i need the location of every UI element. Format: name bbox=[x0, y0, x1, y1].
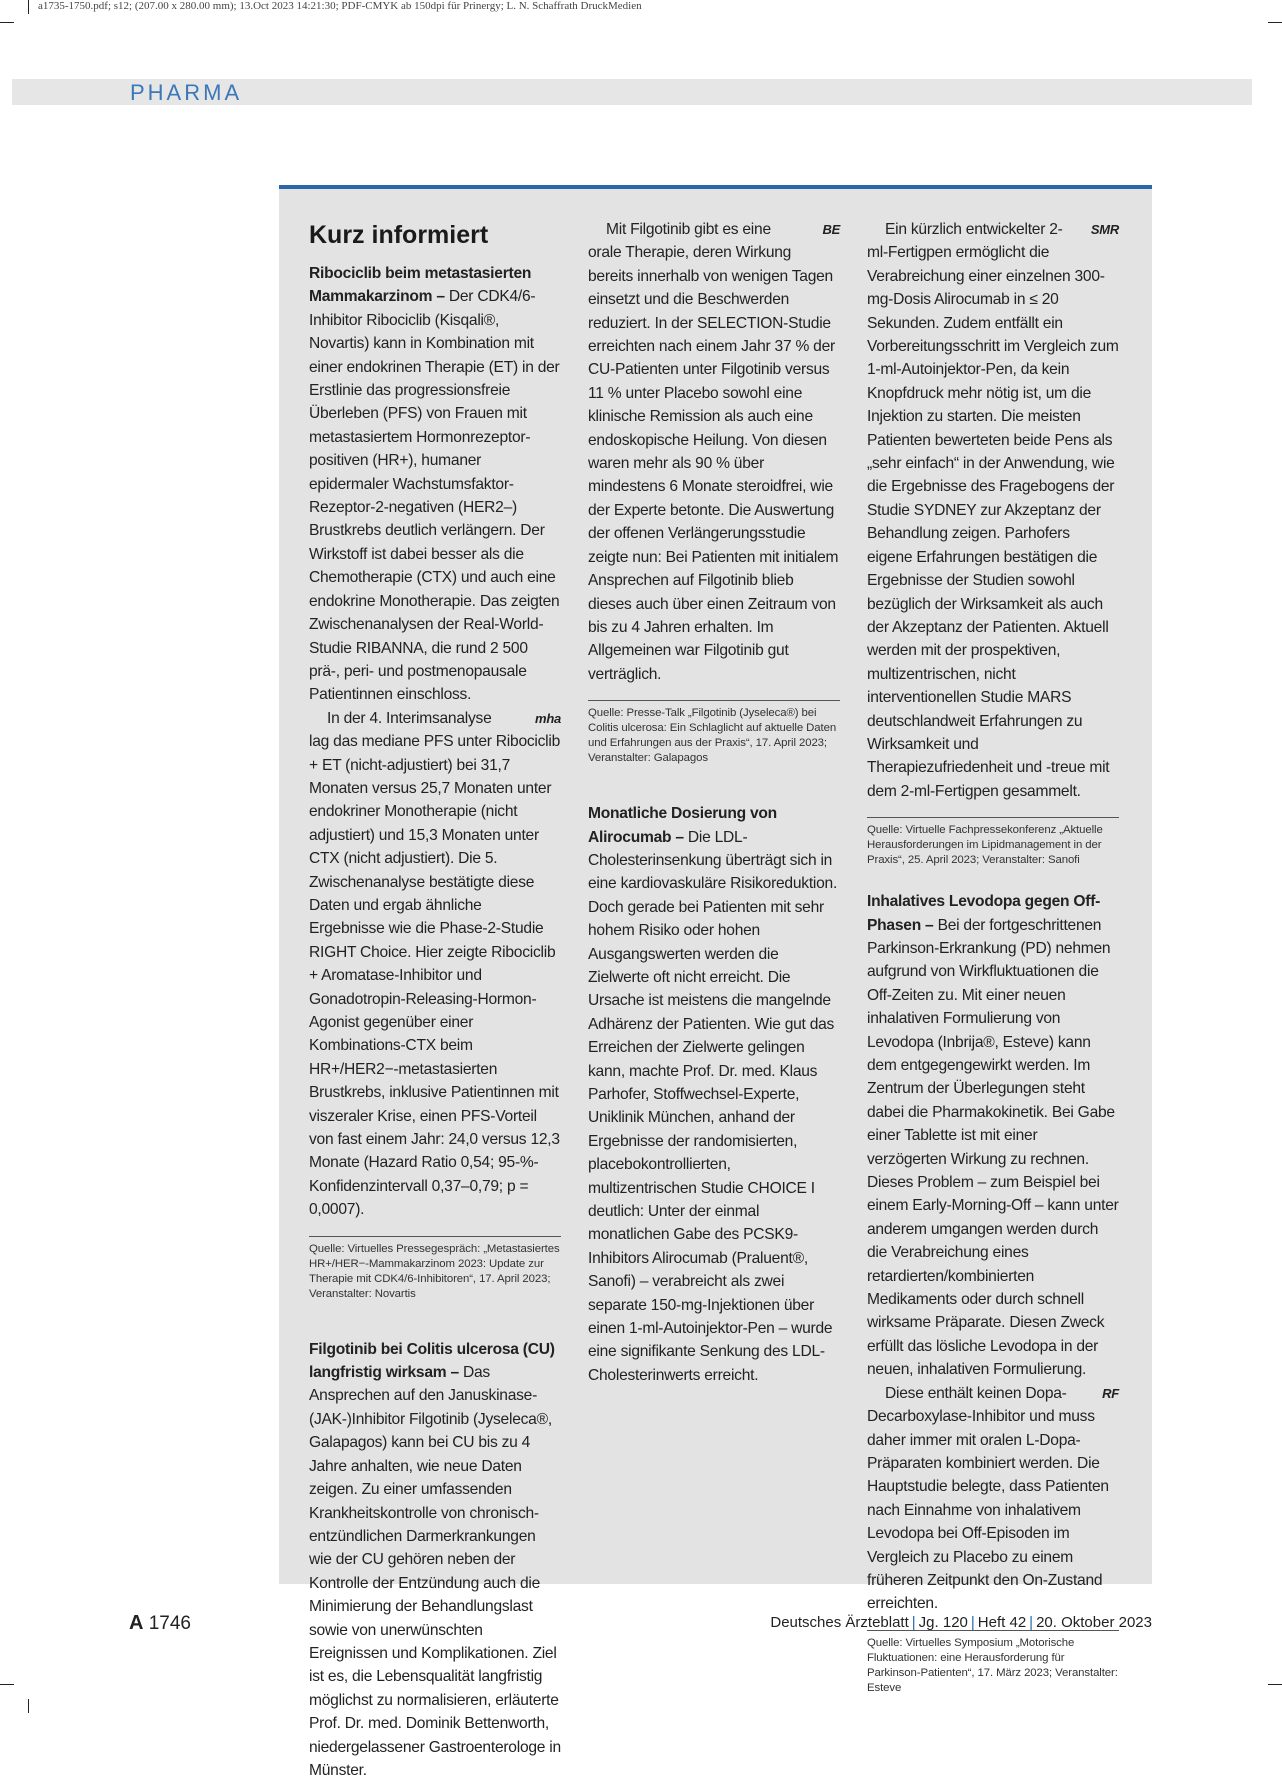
column-2 bbox=[588, 218, 840, 1387]
author-initials: SMR bbox=[1090, 222, 1119, 237]
spacer bbox=[588, 766, 840, 802]
article-headline: Inhalatives Levodopa gegen Off-Phasen – bbox=[867, 893, 1101, 934]
article-source: Quelle: Virtuelles Symposium „Motorische Fluktuationen: eine Herausforderung für Parkinson-Patienten“, 17. März 2023; Veranstalter: Esteve bbox=[867, 1630, 1119, 1696]
column-3 bbox=[867, 218, 1119, 1696]
article-filgotinib-p2: BE Mit Filgotinib gibt es eine orale Therapie, deren Wirkung bereits innerhalb von wenigen Tagen einsetzt und die Beschwerden reduziert. In der SELECTION-Studie erreichten nach einem Jahr 37 % der CU-Patienten unter Filgotinib versus 11 % unter Placebo sowohl eine klinische Remission als auch eine endoskopische Heilung. Von diesen waren mehr als 90 % über mindestens 6 Monate steroidfrei, wie der Experte betonte. Die Auswertung der offenen Verlängerungsstudie zeigte nun: Bei Patienten mit initialem Ansprechen auf Filgotinib blieb dieses auch über einen Zeitraum von bis zu 4 Jahren erhalten. Im Allgemeinen war Filgotinib gut verträglich. bbox=[588, 218, 840, 686]
article-alirocumab-p2: SMR Ein kürzlich entwickelter 2-ml-Fertigpen ermöglicht die Verabreichung einer einzelnen 300-mg-Dosis Alirocumab in ≤ 20 Sekunden. Zudem entfällt ein Vorbereitungsschritt im Vergleich zum 1-ml-Autoinjektor-Pen, da kein Knopfdruck mehr nötig ist, um die Injektion zu starten. Die meisten Patienten bewerteten beide Pens als „sehr einfach“ in der Anwendung, wie die Ergebnisse des Fragebogens der Studie SYDNEY zur Akzeptanz der Behandlung zeigen. Parhofers eigene Erfahrungen bestätigen die Ergebnisse der Studien sowohl bezüglich der Wirksamkeit als auch der Akzeptanz der Patienten. Aktuell werden mit der prospektiven, multizentrischen, nicht interventionellen Studie MARS deutschlandweit Erfahrungen zu Wirksamkeit und Therapiezufriedenheit und -treue mit dem 2-ml-Fertigpen gesammelt. bbox=[867, 218, 1119, 803]
article-filgotinib-p1: Filgotinib bei Colitis ulcerosa (CU) langfristig wirksam – Das Ansprechen auf den Januskinase-(JAK-)Inhibitor Filgotinib (Jyseleca®, Galapagos) kann bei CU bis zu 4 Jahre anhalten, wie neue Daten zeigen. Zu einer umfassenden Krankheitskontrolle von chronisch-entzündlichen Darmerkrankungen wie der CU gehören neben der Kontrolle der Entzündung auch die Minimierung der Behandlungslast sowie von unerwünschten Ereignissen und Komplikationen. Ziel ist es, die Lebensqualität langfristig möglichst zu normalisieren, erläuterte Prof. Dr. med. Dominik Bettenworth, niedergelassener Gastroenterologe in Münster. bbox=[309, 1340, 561, 1779]
article-levodopa-p1: Inhalatives Levodopa gegen Off-Phasen – Bei der fortgeschrittenen Parkinson-Erkrankung (PD) nehmen aufgrund von Wirkfluktuationen die Off-Zeiten zu. Mit einer neuen inhalativen Formulierung von Levodopa (Inbrija®, Esteve) kann dem entgegengewirkt werden. Im Zentrum der Überlegungen steht dabei die Pharmakokinetik. Bei Gabe einer Tablette ist mit einer verzögerten Wirkung zu rechnen. Dieses Problem – zum Beispiel bei einem Early-Morning-Off – kann unter anderem umgangen werden durch die Verabreichung eines retardierten/kombinierten Medikaments oder durch schnell wirksame Präparate. Diesen Zweck erfüllt das lösliche Levodopa in der neuen, inhalativen Formulierung. bbox=[867, 893, 1119, 1379]
crop-mark bbox=[0, 1684, 14, 1685]
author-initials: BE bbox=[822, 222, 840, 237]
journal-date: 20. Oktober 2023 bbox=[1036, 1614, 1152, 1631]
crop-mark bbox=[1268, 22, 1282, 23]
journal-name: Deutsches Ärzteblatt bbox=[770, 1614, 909, 1631]
journal-issue: Heft 42 bbox=[977, 1614, 1027, 1631]
section-label: PHARMA bbox=[130, 80, 243, 105]
journal-info: Deutsches Ärzteblatt | Jg. 120 | Heft 42 | 20. Oktober 2023 bbox=[770, 1614, 1152, 1631]
crop-mark bbox=[0, 22, 14, 23]
article-alirocumab-p1: Monatliche Dosierung von Alirocumab – Die LDL-Cholesterinsenkung überträgt sich in eine kardiovaskuläre Risikoreduktion. Doch gerade bei Patienten mit sehr hohem Risiko oder hohen Ausgangswerten werden die Zielwerte oft nicht erreicht. Die Ursache ist meistens die mangelnde Adhärenz der Patienten. Wie gut das Erreichen der Zielwerte gelingen kann, machte Prof. Dr. med. Klaus Parhofer, Stoffwechsel-Experte, Uniklinik München, anhand der Ergebnisse der randomisierten, placebokontrollierten, multizentrischen Studie CHOICE I deutlich: Unter der einmal monatlichen Gabe des PCSK9-Inhibitors Alirocumab (Praluent®, Sanofi) – verabreicht als zwei separate 150-mg-Injektionen über einen 1-ml-Autoinjektor-Pen – wurde eine signifikante Senkung des LDL-Cholesterinwerts erreicht. bbox=[588, 805, 838, 1384]
crop-mark bbox=[28, 0, 29, 14]
journal-volume: Jg. 120 bbox=[918, 1614, 968, 1631]
article-headline: Monatliche Dosierung von Alirocumab – bbox=[588, 805, 777, 846]
spacer bbox=[867, 868, 1119, 890]
author-initials: RF bbox=[1102, 1385, 1119, 1401]
article-ribociclib-p1: Ribociclib beim metastasierten Mammakarzinom – Der CDK4/6-Inhibitor Ribociclib (Kisqali®, Novartis) kann in Kombination mit einer endokrinen Therapie (ET) in der Erstlinie das progressionsfreie Überleben (PFS) von Frauen mit metastasiertem Hormonrezeptor-positiven (HR+), humaner epidermaler Wachstumsfaktor-Rezeptor-2-negativen (HER2–) Brustkrebs deutlich verlängern. Der Wirkstoff ist dabei besser als die Chemotherapie (CTX) und auch eine endokrine Monotherapie. Das zeigten Zwischenanalysen der Real-World-Studie RIBANNA, die rund 2 500 prä-, peri- und postmenopausale Patientinnen einschloss. bbox=[309, 265, 560, 704]
column-1 bbox=[309, 218, 561, 1782]
article-source: Quelle: Virtuelle Fachpressekonferenz „Aktuelle Herausforderungen im Lipidmanagement in der Praxis“, 25. April 2023; Veranstalter: Sanofi bbox=[867, 817, 1119, 868]
article-source: Quelle: Virtuelles Pressegespräch: „Metastasiertes HR+/HER−-Mammakarzinom 2023: Update zur Therapie mit CDK4/6-Inhibitoren“, 17. April 2023; Veranstalter: Novartis bbox=[309, 1236, 561, 1302]
article-headline: Ribociclib beim metastasierten Mammakarzinom – bbox=[309, 265, 532, 306]
print-info: a1735-1750.pdf; s12; (207.00 x 280.00 mm); 13.Oct 2023 14:21:30; PDF-CMYK ab 150dpi für Prinergy; L. N. Schaffrath DruckMedien bbox=[38, 0, 642, 12]
page-number: A 1746 bbox=[129, 1612, 192, 1634]
spacer bbox=[309, 1302, 561, 1338]
article-source: Quelle: Presse-Talk „Filgotinib (Jyseleca®) bei Colitis ulcerosa: Ein Schlaglicht auf aktuelle Daten und Erfahrungen aus der Praxis“, 17. April 2023; Veranstalter: Galapagos bbox=[588, 700, 840, 766]
crop-mark bbox=[1268, 1684, 1282, 1685]
crop-mark bbox=[28, 1699, 29, 1713]
box-title: Kurz informiert bbox=[309, 221, 489, 249]
author-initials: mha bbox=[535, 710, 561, 726]
article-headline: Filgotinib bei Colitis ulcerosa (CU) langfristig wirksam – bbox=[309, 1340, 555, 1382]
article-levodopa-p2: RF Diese enthält keinen Dopa-Decarboxylase-Inhibitor und muss daher immer mit oralen L-Dopa-Präparaten kombiniert werden. Die Hauptstudie belegte, dass Patienten nach Einnahme von inhalativem Levodopa bei Off-Episoden im Vergleich zu Placebo zu einem früheren Zeitpunkt den On-Zustand erreichten. bbox=[867, 1382, 1119, 1616]
article-ribociclib-p2: mha In der 4. Interimsanalyse lag das mediane PFS unter Ribociclib + ET (nicht-adjustiert) bei 31,7 Monaten versus 25,7 Monaten unter endokriner Monotherapie (nicht adjustiert) und 15,3 Monaten unter CTX (nicht adjustiert). Die 5. Zwischenanalyse bestätigte diese Daten und ergab ähnliche Ergebnisse wie die Phase-2-Studie RIGHT Choice. Hier zeigte Ribociclib + Aromatase-Inhibitor und Gonadotropin-Releasing-Hormon-Agonist gegenüber einer Kombinations-CTX beim HR+/HER2−-metastasierten Brustkrebs, inklusive Patientinnen mit viszeraler Krise, einen PFS-Vorteil von fast einem Jahr: 24,0 versus 12,3 Monate (Hazard Ratio 0,54; 95-%-Konfidenzintervall 0,37–0,79; p = 0,0007). bbox=[309, 707, 561, 1222]
